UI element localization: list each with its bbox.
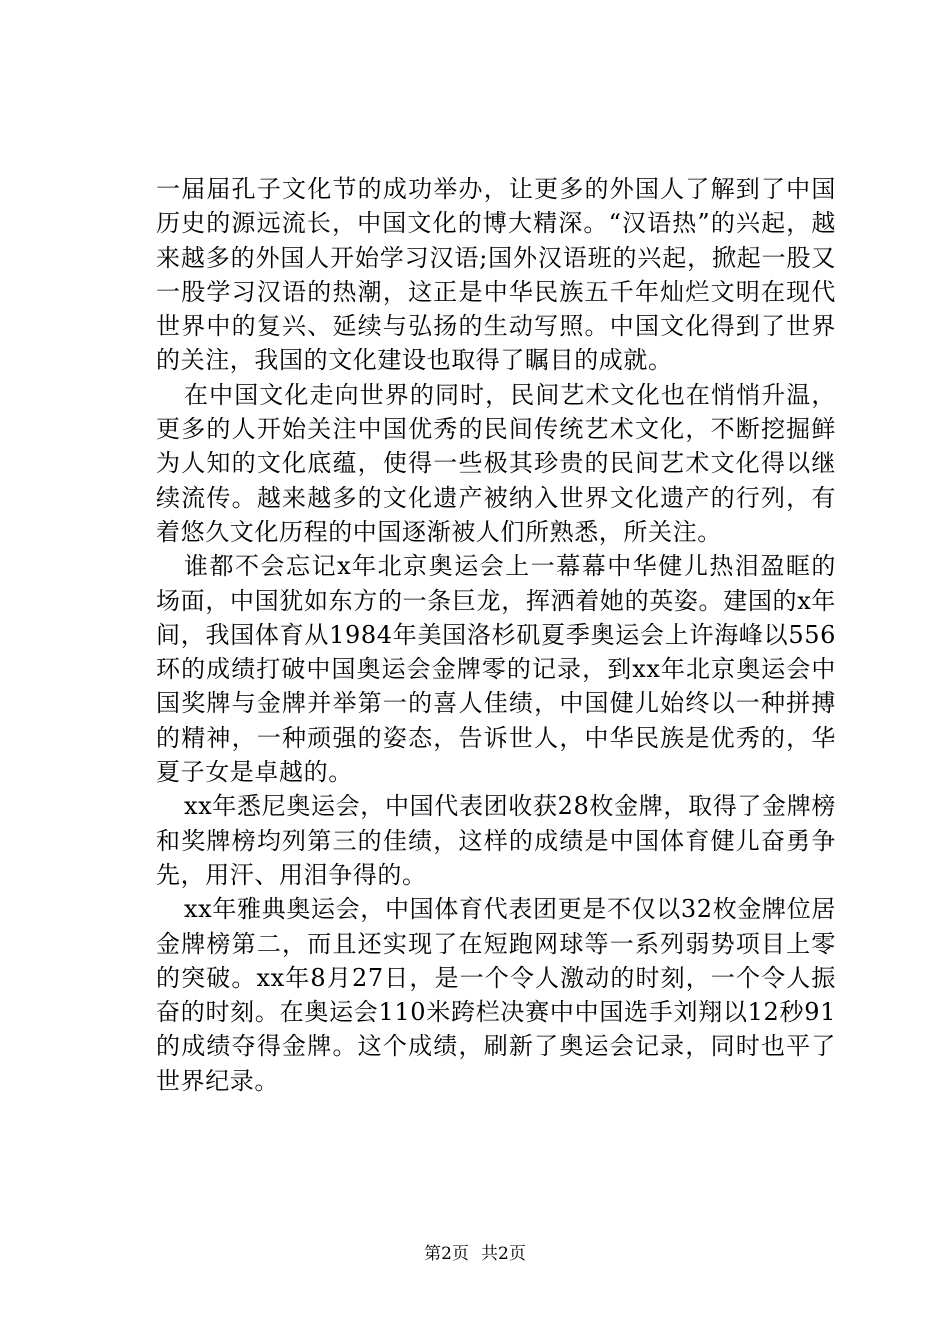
page-number-total: 共2页 <box>481 1244 526 1264</box>
page-footer <box>0 1242 950 1266</box>
paragraph-3: 谁都不会忘记x年北京奥运会上一幕幕中华健儿热泪盈眶的场面，中国犹如东方的一条巨龙，挥洒着她的英姿。建国的x年间，我国体育从1984年美国洛杉矶夏季奥运会上许海峰以556环的成绩打破中国奥运会金牌零的记录，到xx年北京奥运会中国奖牌与金牌并举第一的喜人佳绩，中国健儿始终以一种拼搏的精神，一种顽强的姿态，告诉世人，中华民族是优秀的，华夏子女是卓越的。 <box>156 552 836 787</box>
paragraph-4: xx年悉尼奥运会，中国代表团收获28枚金牌，取得了金牌榜和奖牌榜均列第三的佳绩，这样的成绩是中国体育健儿奋勇争先，用汗、用泪争得的。 <box>156 792 836 889</box>
page-number-current: 第2页 <box>424 1244 469 1264</box>
document-body <box>156 172 836 1098</box>
paragraph-1: 一届届孔子文化节的成功举办，让更多的外国人了解到了中国历史的源远流长，中国文化的博大精深。“汉语热”的兴起，越来越多的外国人开始学习汉语;国外汉语班的兴起，掀起一股又一股学习汉语的热潮，这正是中华民族五千年灿烂文明在现代世界中的复兴、延续与弘扬的生动写照。中国文化得到了世界的关注，我国的文化建设也取得了瞩目的成就。 <box>156 175 836 375</box>
paragraph-2: 在中国文化走向世界的同时，民间艺术文化也在悄悄升温，更多的人开始关注中国优秀的民间传统艺术文化，不断挖掘鲜为人知的文化底蕴，使得一些极其珍贵的民间艺术文化得以继续流传。越来越多的文化遗产被纳入世界文化遗产的行列，有着悠久文化历程的中国逐渐被人们所熟悉，所关注。 <box>156 380 836 546</box>
paragraph-5: xx年雅典奥运会，中国体育代表团更是不仅以32枚金牌位居金牌榜第二，而且还实现了在短跑网球等一系列弱势项目上零的突破。xx年8月27日，是一个令人激动的时刻，一个令人振奋的时刻。在奥运会110米跨栏决赛中中国选手刘翔以12秒91的成绩夺得金牌。这个成绩，刷新了奥运会记录，同时也平了世界纪录。 <box>156 895 836 1095</box>
